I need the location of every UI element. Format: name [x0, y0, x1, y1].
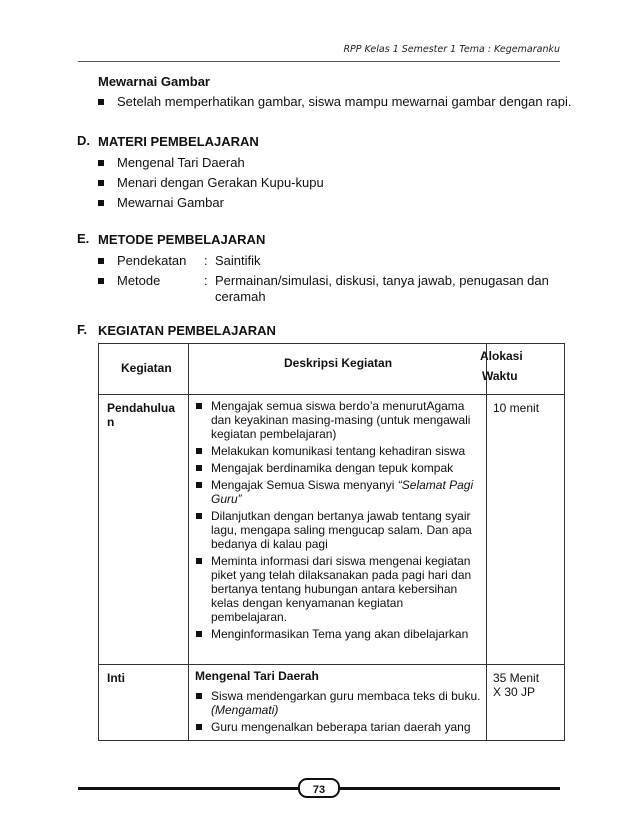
- header-alokasi-cell: [480, 344, 565, 395]
- bullet-icon: [196, 631, 202, 637]
- materi-item: Menari dengan Gerakan Kupu-kupu: [117, 175, 324, 190]
- section-f-letter: F.: [77, 322, 88, 337]
- bullet-icon: [196, 724, 202, 730]
- materi-item: Mewarnai Gambar: [117, 195, 224, 210]
- header-deskripsi: Deskripsi Kegiatan: [284, 356, 393, 370]
- list-item-text: Menginformasikan Tema yang akan dibelajarkan: [211, 627, 469, 641]
- list-item: [195, 399, 482, 441]
- list-item-text: Meminta informasi dari siswa mengenai kegiatan piket yang telah dilaksanakan pada pagi hari dan bertanya tentang hubungan antara kebersihan kelas dengan kenyamanan kegiatan pembelajaran.: [211, 554, 472, 624]
- row-time-line2: X 30 JP: [493, 685, 536, 699]
- list-item: [195, 509, 482, 551]
- list-item-text: Mengajak semua siswa berdo’a menurutAgama dan keyakinan masing-masing (untuk mengawali kegiatan pembelajaran): [211, 399, 471, 441]
- list-item: [195, 478, 482, 506]
- row-time-line1: 35 Menit: [493, 671, 540, 685]
- list-item-text: Melakukan komunikasi tentang kehadiran siswa: [211, 444, 466, 458]
- bullet-icon: [98, 160, 104, 166]
- bullet-icon: [196, 465, 202, 471]
- section-d-title: MATERI PEMBELAJARAN: [98, 134, 259, 149]
- header-kegiatan-cell: [99, 344, 189, 395]
- table-row: [99, 395, 565, 665]
- list-item-text: Siswa mendengarkan guru membaca teks di buku.: [211, 689, 481, 703]
- metode-value-line1: Permainan/simulasi, diskusi, tanya jawab, penugasan dan: [215, 273, 549, 288]
- section-d-letter: D.: [77, 133, 90, 148]
- list-item: [195, 720, 482, 734]
- header-rule: [78, 61, 560, 62]
- bullet-icon: [98, 99, 104, 105]
- header-alokasi: Alokasi: [480, 349, 523, 363]
- bullet-icon: [98, 200, 104, 206]
- bullet-icon: [196, 482, 202, 488]
- page-number: 73: [298, 778, 340, 798]
- inti-subheading: Mengenal Tari Daerah: [195, 669, 319, 683]
- footer-rule-left: [78, 787, 298, 790]
- bullet-icon: [196, 693, 202, 699]
- row-name: Inti: [107, 671, 125, 685]
- running-header: RPP Kelas 1 Semester 1 Tema : Kegemaranku: [343, 44, 560, 55]
- bullet-icon: [98, 180, 104, 186]
- metode-label: Pendekatan: [117, 253, 187, 268]
- section-e-letter: E.: [77, 231, 90, 246]
- objective-heading: Mewarnai Gambar: [98, 74, 210, 89]
- row-time-cell: [487, 395, 565, 665]
- header-kegiatan: Kegiatan: [121, 361, 172, 375]
- objective-text: Setelah memperhatikan gambar, siswa mampu mewarnai gambar dengan rapi.: [117, 94, 572, 109]
- row-name-cell: [99, 395, 189, 665]
- metode-separator: :: [204, 253, 208, 268]
- section-f-title: KEGIATAN PEMBELAJARAN: [98, 323, 276, 338]
- metode-value-line2: ceramah: [215, 289, 266, 304]
- activity-note: (Mengamati): [211, 703, 279, 717]
- list-item: [195, 554, 482, 624]
- table-header-row: [99, 344, 565, 395]
- list-item: [195, 461, 482, 475]
- metode-separator: :: [204, 273, 208, 288]
- materi-item: Mengenal Tari Daerah: [117, 155, 245, 170]
- list-item-text: Dilanjutkan dengan bertanya jawab tentang syair lagu, mengapa saling mengucap salam. Dan apa bedanya di kalau pagi: [211, 509, 472, 551]
- bullet-icon: [196, 513, 202, 519]
- row-desc-cell: [189, 665, 487, 741]
- list-item: [195, 689, 482, 717]
- row-name-line1: Pendahulua: [107, 401, 176, 415]
- row-name-cell: [99, 665, 189, 741]
- list-item: [195, 627, 482, 641]
- row-name-line2: n: [107, 415, 115, 429]
- row-desc-cell: [189, 395, 487, 665]
- table-row: [99, 665, 565, 741]
- list-item-text: Mengajak Semua Siswa menyanyi: [211, 478, 398, 492]
- bullet-icon: [98, 258, 104, 264]
- list-item-text: Mengajak berdinamika dengan tepuk kompak: [211, 461, 454, 475]
- footer-rule-right: [340, 787, 560, 790]
- list-item: [195, 444, 482, 458]
- row-time-cell: [487, 665, 565, 741]
- header-deskripsi-cell: [189, 344, 487, 395]
- metode-value: Saintifik: [215, 253, 261, 268]
- list-item-text: Guru mengenalkan beberapa tarian daerah yang: [211, 720, 471, 734]
- song-title: “Selamat Pagi Guru”: [211, 478, 474, 506]
- kegiatan-table: [98, 343, 565, 741]
- bullet-icon: [196, 558, 202, 564]
- metode-label: Metode: [117, 273, 161, 288]
- section-e-title: METODE PEMBELAJARAN: [98, 232, 266, 247]
- row-time: 10 menit: [493, 401, 540, 415]
- bullet-icon: [196, 448, 202, 454]
- bullet-icon: [98, 278, 104, 284]
- header-waktu: Waktu: [482, 369, 518, 383]
- bullet-icon: [196, 403, 202, 409]
